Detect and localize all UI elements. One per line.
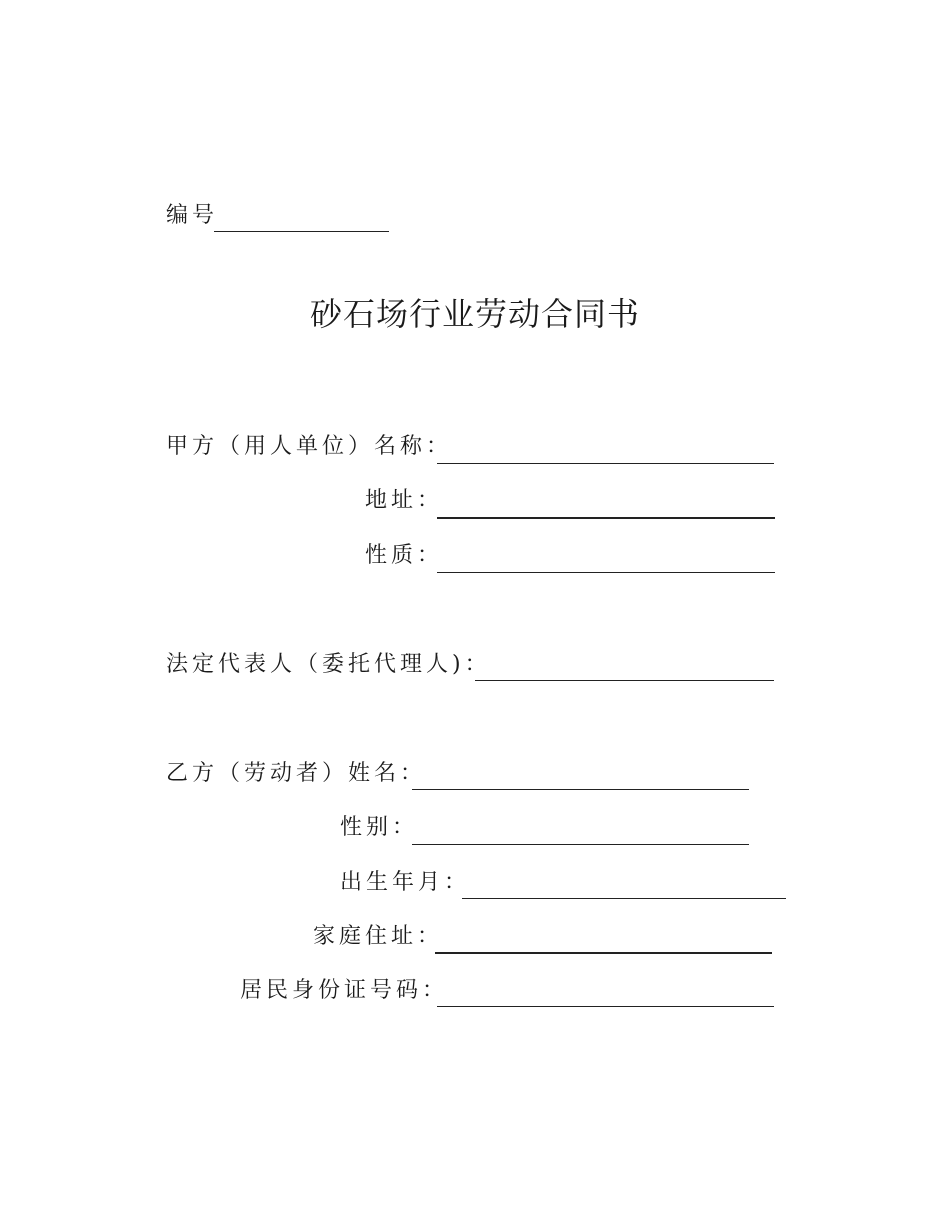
party-b-name-label: 乙方（劳动者）姓名： [166,761,427,786]
party-a-address-field[interactable] [437,517,775,519]
party-a-name-label: 甲方（用人单位）名称： [166,434,453,459]
party-a-address-label: 地址： [365,488,444,513]
party-b-home-address-field[interactable] [435,952,772,954]
document-title: 砂石场行业劳动合同书 [309,295,640,333]
party-b-id-number-field[interactable] [437,1006,774,1007]
party-b-id-number-label: 居民身份证号码： [240,978,449,1003]
party-b-birth-field[interactable] [462,898,786,899]
party-b-birth-label: 出生年月： [340,870,471,895]
legal-representative-label: 法定代表人（委托代理人)： [166,652,491,677]
party-b-name-field[interactable] [412,789,749,790]
party-a-name-field[interactable] [437,463,774,464]
serial-number-field[interactable] [214,231,389,232]
party-a-nature-field[interactable] [437,572,775,573]
party-b-gender-label: 性别： [340,815,419,840]
serial-number-label: 编号 [166,203,219,228]
legal-representative-field[interactable] [475,680,774,681]
party-b-home-address-label: 家庭住址： [313,924,444,949]
party-b-gender-field[interactable] [412,844,749,845]
party-a-nature-label: 性质： [365,543,444,568]
